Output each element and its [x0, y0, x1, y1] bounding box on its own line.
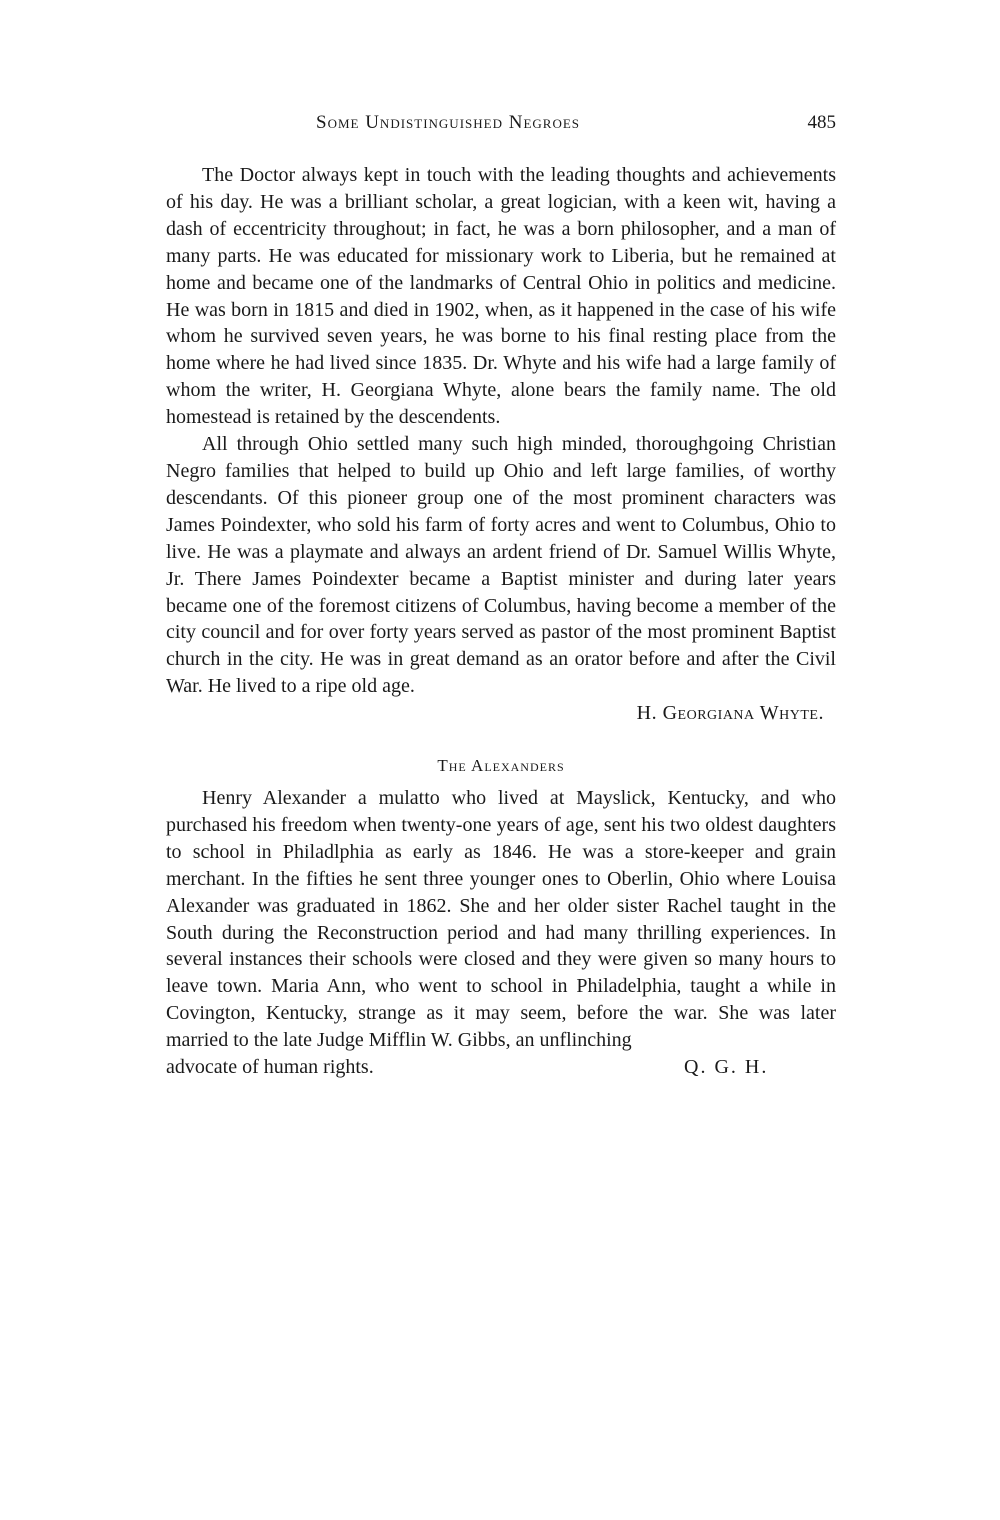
author-initials: Q. G. H.	[684, 1056, 769, 1079]
section-heading: The Alexanders	[437, 756, 565, 776]
article1-paragraph-2: All through Ohio settled many such high minded, thoroughgoing Christian Negro families that helped to build up Ohio and left large families, of worthy descendants. Of this pioneer group one of the most prominent characters was James Poindexter, who sold his farm of forty acres and went to Columbus, Ohio to live. He was a playmate and always an ardent friend of Dr. Samuel Willis Whyte, Jr. There James Poindexter became a Baptist minister and during later years became one of the foremost citizens of Columbus, having become a member of the city council and for over forty years served as pastor of the most prominent Baptist church in the city. He was in great demand as an orator before and after the Civil War. He lived to a ripe old age.	[166, 433, 836, 698]
author-signature: H. Georgiana Whyte.	[636, 702, 824, 725]
article1-paragraph-1: The Doctor always kept in touch with the leading thoughts and achievements of his day. He was a brilliant scholar, a great logician, with a keen wit, having a dash of eccentricity throughout; in fact, he was a born philosopher, and a man of many parts. He was educated for missionary work to Liberia, but he remained at home and became one of the landmarks of Central Ohio in politics and medicine. He was born in 1815 and died in 1902, when, as it happened in the case of his wife whom he survived seven years, he was borne to his final resting place from the home where he had lived since 1835. Dr. Whyte and his wife had a large family of whom the writer, H. Georgiana Whyte, alone bears the family name. The old homestead is retained by the descendents.	[166, 164, 836, 429]
page-number: 485	[807, 112, 836, 133]
article2-paragraph-1: Henry Alexander a mulatto who lived at Mayslick, Kentucky, and who purchased his freedom when twenty-one years of age, sent his two oldest daughters to school in Philadlphia as early as 1846. He was a store-keeper and grain merchant. In the fifties he sent three younger ones to Oberlin, Ohio where Louisa Alexander was graduated in 1862. She and her older sister Rachel taught in the South during the Reconstruction period and had many thrilling experiences. In several instances their schools were closed and they were given so many hours to leave town. Maria Ann, who went to school in Philadelphia, taught a while in Covington, Kentucky, strange as it may seem, before the war. She was later married to the late Judge Mifflin W. Gibbs, an unflinching	[166, 787, 836, 1052]
running-head	[166, 112, 836, 142]
body-text	[166, 162, 836, 1081]
article2-last-line-text: advocate of human rights.	[166, 1056, 374, 1079]
running-title: Some Undistinguished Negroes	[316, 112, 581, 133]
article2-last-line	[166, 1054, 836, 1081]
